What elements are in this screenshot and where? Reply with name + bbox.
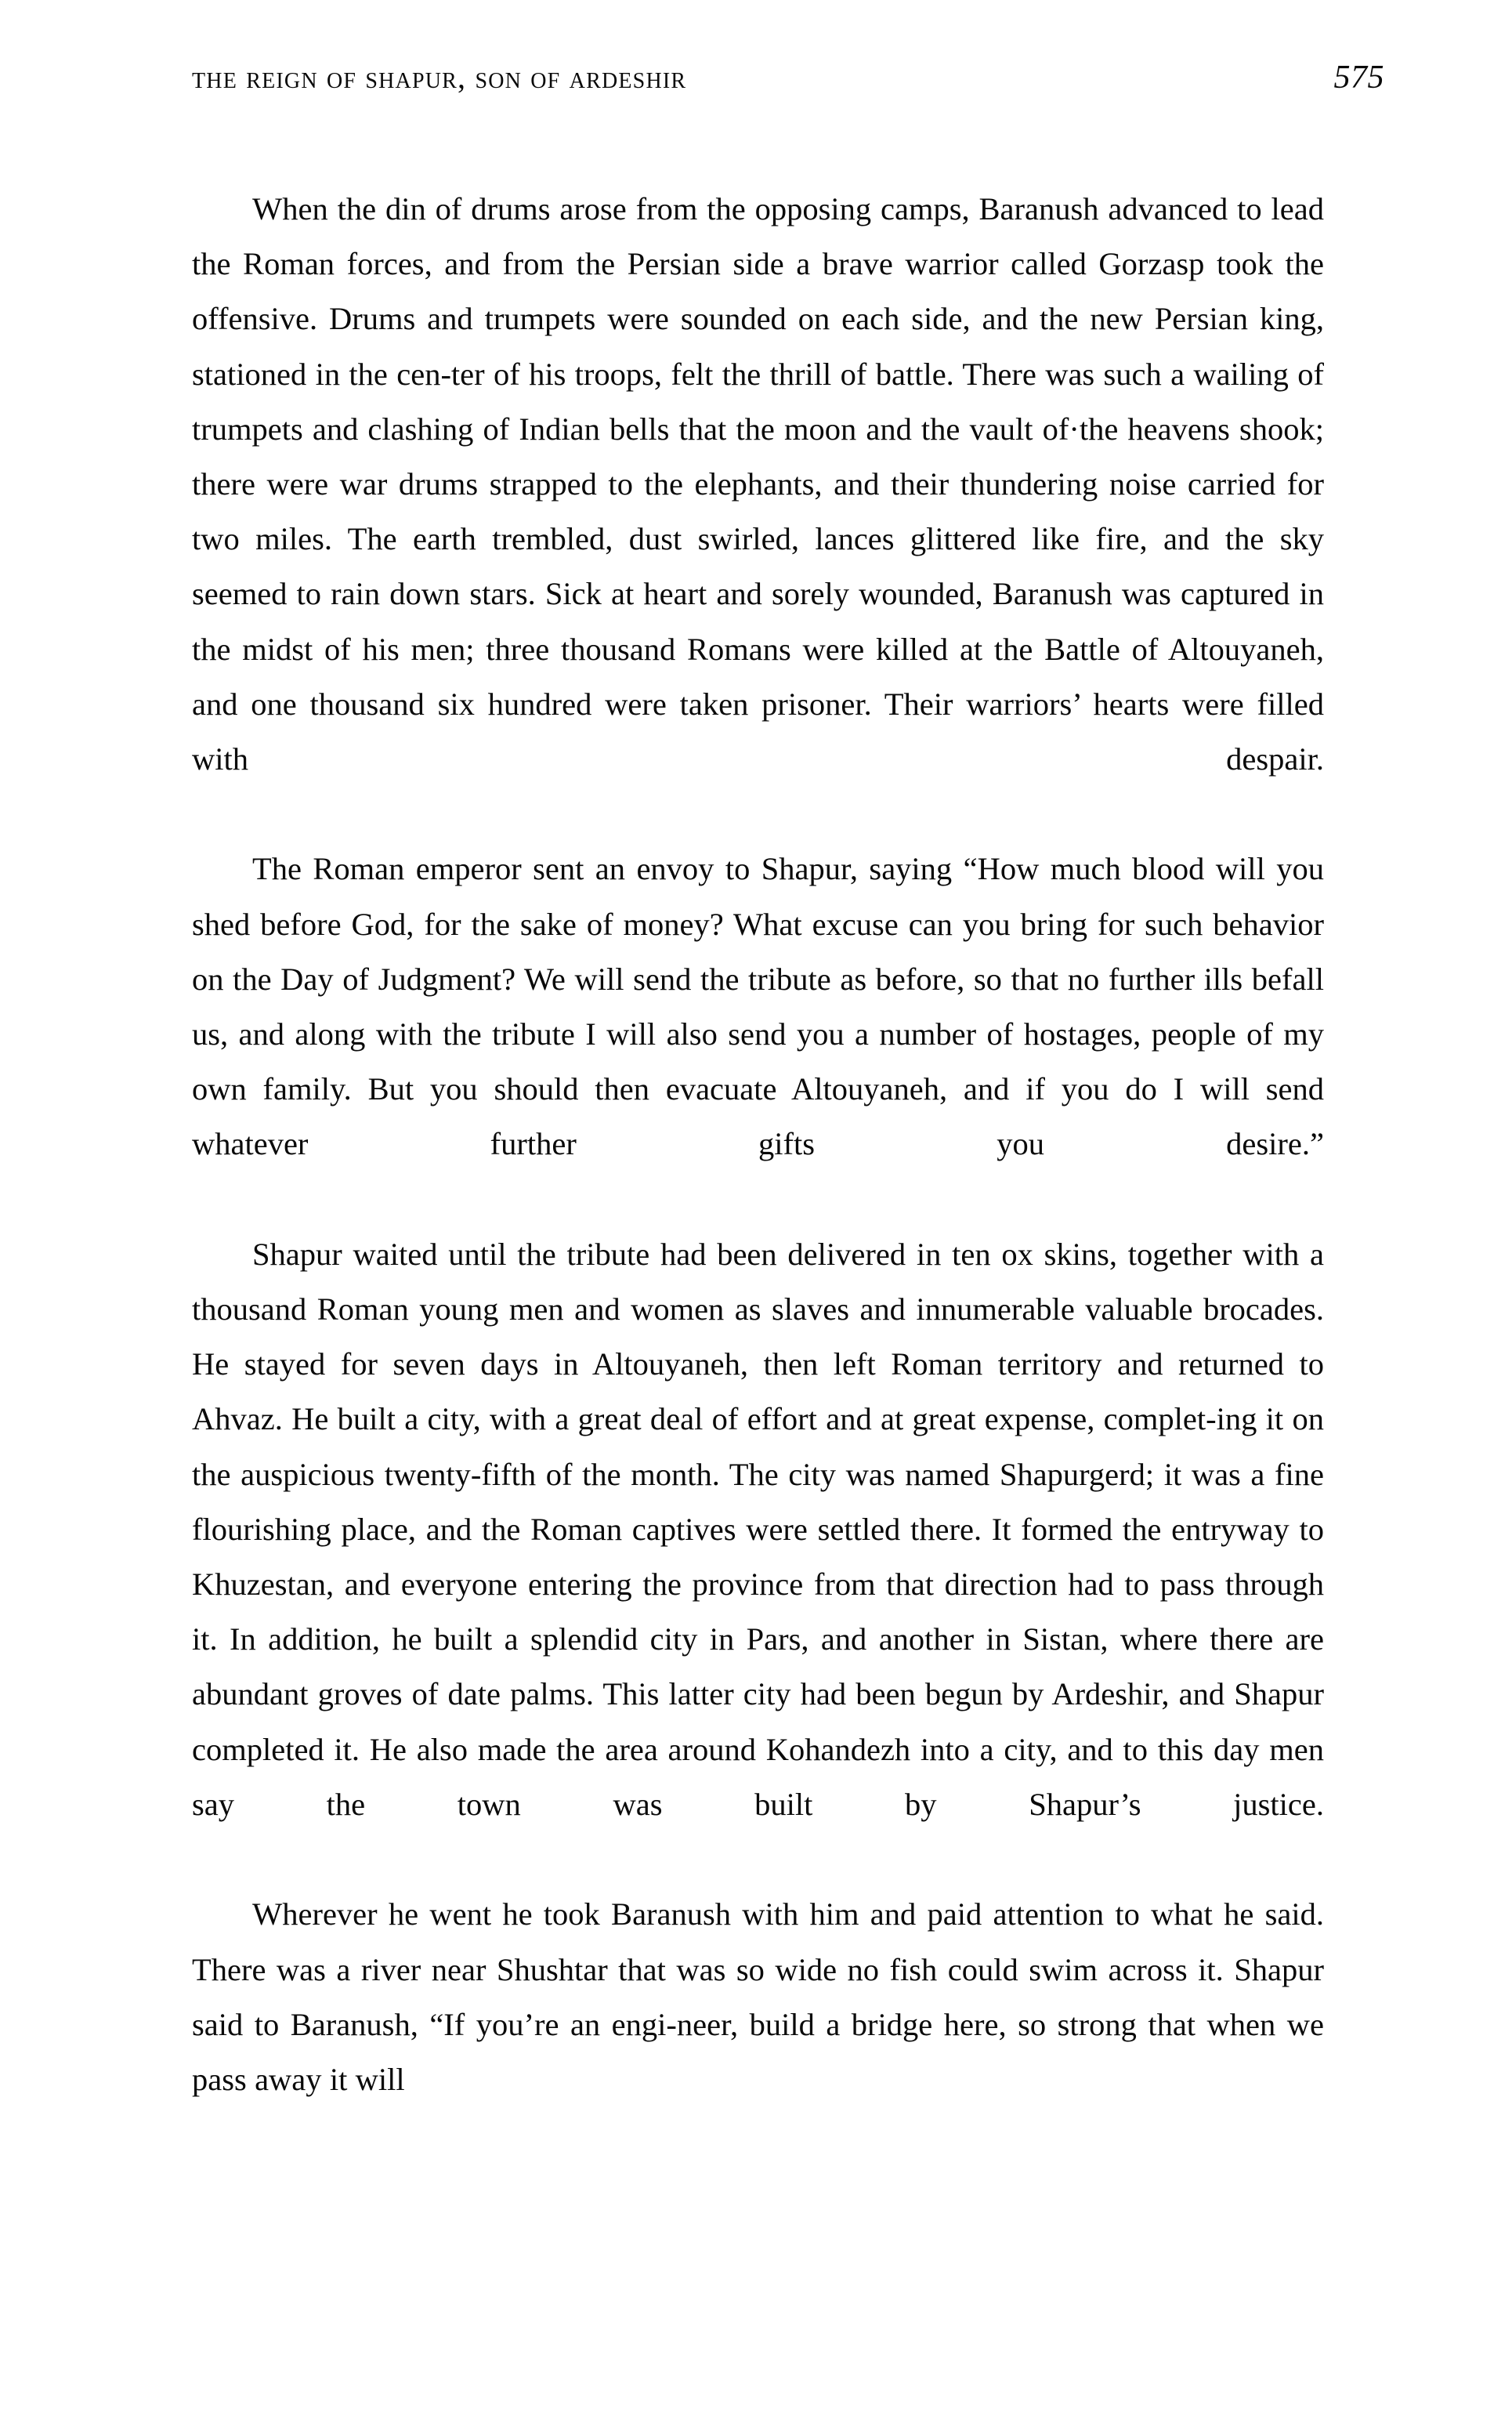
running-head xyxy=(192,61,1398,110)
paragraph: Shapur waited until the tribute had been delivered in ten ox skins, together with a thousand Roman young men and women as slaves and innumerable valuable brocades. He stayed for seven days in Altouyaneh, then left Roman territory and returned to Ahvaz. He built a city, with a great deal of effort and at great expense, complet-ing it on the auspicious twenty-fifth of the month. The city was named Shapurgerd; it was a fine flourishing place, and the Roman captives were settled there. It formed the entryway to Khuzestan, and everyone entering the province from that direction had to pass through it. In addition, he built a splendid city in Pars, and another in Sistan, where there are abundant groves of date palms. This latter city had been begun by Ardeshir, and Shapur completed it. He also made the area around Kohandezh into a city, and to this day men say the town was built by Shapur’s justice. xyxy=(192,1236,1324,1822)
running-head-title: the reign of shapur, son of ardeshir xyxy=(192,60,687,95)
paragraph: Wherever he went he took Baranush with him and paid attention to what he said. There was a river near Shushtar that was so wide no fish could swim across it. Shapur said to Baranush, “If you’re an engi-neer, build a bridge here, so strong that when we pass away it will xyxy=(192,1896,1324,2097)
paragraph: When the din of drums arose from the opposing camps, Baranush advanced to lead the Roman forces, and from the Persian side a brave warrior called Gorzasp took the offensive. Drums and trumpets were sounded on each side, and the new Persian king, stationed in the cen-ter of his troops, felt the thrill of battle. There was such a wailing of trumpets and clashing of Indian bells that the moon and the vault of·the heavens shook; there were war drums strapped to the elephants, and their thundering noise carried for two miles. The earth trembled, dust swirled, lances glittered like fire, and the sky seemed to rain down stars. Sick at heart and sorely wounded, Baranush was captured in the midst of his men; three thousand Romans were killed at the Battle of Altouyaneh, and one thousand six hundred were taken prisoner. Their warriors’ hearts were filled with despair. xyxy=(192,191,1324,777)
paragraph: The Roman emperor sent an envoy to Shapur, saying “How much blood will you shed before God, for the sake of money? What excuse can you bring for such behavior on the Day of Judgment? We will send the tribute as before, so that no further ills befall us, and along with the tribute I will also send you a number of hostages, people of my own family. But you should then evacuate Altouyaneh, and if you do I will send whatever further gifts you desire.” xyxy=(192,851,1324,1162)
body-text-block xyxy=(192,182,1324,2107)
page-number: 575 xyxy=(1333,60,1384,96)
